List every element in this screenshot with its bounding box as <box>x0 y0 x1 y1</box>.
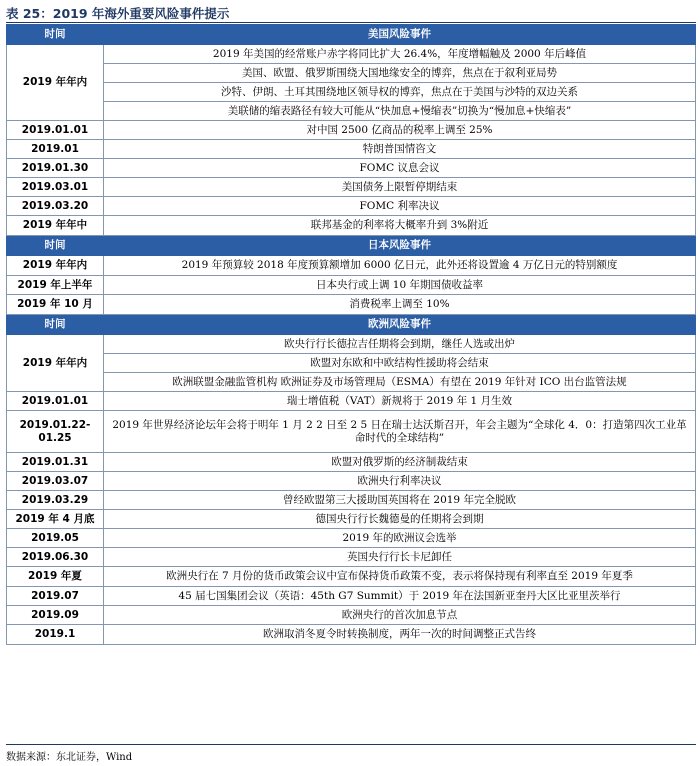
section-header <box>7 25 696 45</box>
time-cell: 2019.01.31 <box>7 453 104 472</box>
event-cell: 45 届七国集团会议（英语：45th G7 Summit）于 2019 年在法国新亚奎丹大区比亚里茨举行 <box>104 587 696 606</box>
table-row <box>7 411 696 453</box>
event-cell: 2019 年的欧洲议会选举 <box>104 529 696 548</box>
table-row <box>7 197 696 216</box>
time-cell: 2019.06.30 <box>7 548 104 567</box>
event-cell: 瑞士增值税（VAT）新规将于 2019 年 1 月生效 <box>104 392 696 411</box>
table-row <box>7 140 696 159</box>
event-cell: 沙特、伊朗、土耳其围绕地区领导权的博弈，焦点在于美国与沙特的双边关系 <box>104 83 696 102</box>
risk-events-table <box>6 24 696 645</box>
table-row <box>7 64 696 83</box>
time-cell: 2019 年年内 <box>7 45 104 121</box>
time-cell: 2019.01.01 <box>7 392 104 411</box>
table-row <box>7 529 696 548</box>
event-cell: 欧洲联盟金融监管机构 欧洲证券及市场管理局（ESMA）有望在 2019 年针对 ICO 出台监管法规 <box>104 373 696 392</box>
time-cell: 2019.09 <box>7 606 104 625</box>
table-title: 表 25：2019 年海外重要风险事件提示 <box>6 6 230 21</box>
time-cell: 2019 年夏 <box>7 567 104 587</box>
table-row <box>7 102 696 121</box>
table-row <box>7 625 696 645</box>
event-cell: 欧央行行长德拉吉任期将会到期，继任人选或出炉 <box>104 335 696 354</box>
event-cell: 德国央行行长魏德曼的任期将会到期 <box>104 510 696 529</box>
table-row <box>7 276 696 295</box>
time-cell: 2019 年 4 月底 <box>7 510 104 529</box>
header-section-title: 美国风险事件 <box>104 25 696 45</box>
table-row <box>7 453 696 472</box>
event-cell: FOMC 议息会议 <box>104 159 696 178</box>
table-row <box>7 606 696 625</box>
table-row <box>7 83 696 102</box>
section-header <box>7 236 696 256</box>
event-cell: 欧洲央行的首次加息节点 <box>104 606 696 625</box>
table-row <box>7 121 696 140</box>
table-row <box>7 510 696 529</box>
section-header <box>7 315 696 335</box>
time-cell: 2019 年年内 <box>7 335 104 392</box>
time-cell: 2019.1 <box>7 625 104 645</box>
table-row <box>7 373 696 392</box>
table-row <box>7 548 696 567</box>
event-cell: 欧洲取消冬夏令时转换制度，两年一次的时间调整正式告终 <box>104 625 696 645</box>
event-cell: 2019 年世界经济论坛年会将于明年 1 月 2 2 日至 2 5 日在瑞士达沃斯召开，年会主题为“全球化 4．0：打造第四次工业革命时代的全球结构” <box>104 411 696 453</box>
event-cell: 特朗普国情咨文 <box>104 140 696 159</box>
event-cell: 英国央行行长卡尼卸任 <box>104 548 696 567</box>
table-row <box>7 295 696 315</box>
table-row <box>7 567 696 587</box>
event-cell: FOMC 利率决议 <box>104 197 696 216</box>
time-cell: 2019 年年内 <box>7 256 104 276</box>
table-row <box>7 392 696 411</box>
time-cell: 2019.03.29 <box>7 491 104 510</box>
data-source: 数据来源：东北证券，Wind <box>6 752 133 763</box>
title-rule <box>6 22 696 23</box>
event-cell: 日本央行或上调 10 年期国债收益率 <box>104 276 696 295</box>
event-cell: 曾经欧盟第三大援助国英国将在 2019 年完全脱欧 <box>104 491 696 510</box>
event-cell: 欧盟对俄罗斯的经济制裁结束 <box>104 453 696 472</box>
table-row <box>7 216 696 236</box>
time-cell: 2019 年年中 <box>7 216 104 236</box>
event-cell: 美国、欧盟、俄罗斯围绕大国地缘安全的博弈，焦点在于叙利亚局势 <box>104 64 696 83</box>
table-row <box>7 45 696 64</box>
time-cell: 2019.01.30 <box>7 159 104 178</box>
time-cell: 2019.01.01 <box>7 121 104 140</box>
table-row <box>7 335 696 354</box>
header-time: 时间 <box>7 315 104 335</box>
event-cell: 美联储的缩表路径有较大可能从“快加息+慢缩表”切换为“慢加息+快缩表” <box>104 102 696 121</box>
header-section-title: 欧洲风险事件 <box>104 315 696 335</box>
event-cell: 欧盟对东欧和中欧结构性援助将会结束 <box>104 354 696 373</box>
table-row <box>7 472 696 491</box>
table-row <box>7 178 696 197</box>
event-cell: 2019 年预算较 2018 年度预算额增加 6000 亿日元，此外还将设置逾 4 万亿日元的特别额度 <box>104 256 696 276</box>
time-cell: 2019.01.22-01.25 <box>7 411 104 453</box>
header-time: 时间 <box>7 25 104 45</box>
event-cell: 联邦基金的利率将大概率升到 3%附近 <box>104 216 696 236</box>
time-cell: 2019.03.20 <box>7 197 104 216</box>
event-cell: 欧洲央行在 7 月份的货币政策会议中宣布保持货币政策不变，表示将保持现有利率直至 2019 年夏季 <box>104 567 696 587</box>
time-cell: 2019 年 10 月 <box>7 295 104 315</box>
event-cell: 欧洲央行利率决议 <box>104 472 696 491</box>
table-row <box>7 159 696 178</box>
time-cell: 2019.03.07 <box>7 472 104 491</box>
table-row <box>7 256 696 276</box>
event-cell: 2019 年美国的经常账户赤字将同比扩大 26.4%，年度增幅触及 2000 年后峰值 <box>104 45 696 64</box>
table-row <box>7 491 696 510</box>
footer-rule <box>6 744 696 745</box>
header-section-title: 日本风险事件 <box>104 236 696 256</box>
time-cell: 2019.03.01 <box>7 178 104 197</box>
table-row <box>7 587 696 606</box>
event-cell: 美国债务上限暂停期结束 <box>104 178 696 197</box>
time-cell: 2019 年上半年 <box>7 276 104 295</box>
time-cell: 2019.01 <box>7 140 104 159</box>
table-row <box>7 354 696 373</box>
event-cell: 对中国 2500 亿商品的税率上调至 25% <box>104 121 696 140</box>
time-cell: 2019.05 <box>7 529 104 548</box>
time-cell: 2019.07 <box>7 587 104 606</box>
event-cell: 消费税率上调至 10% <box>104 295 696 315</box>
header-time: 时间 <box>7 236 104 256</box>
